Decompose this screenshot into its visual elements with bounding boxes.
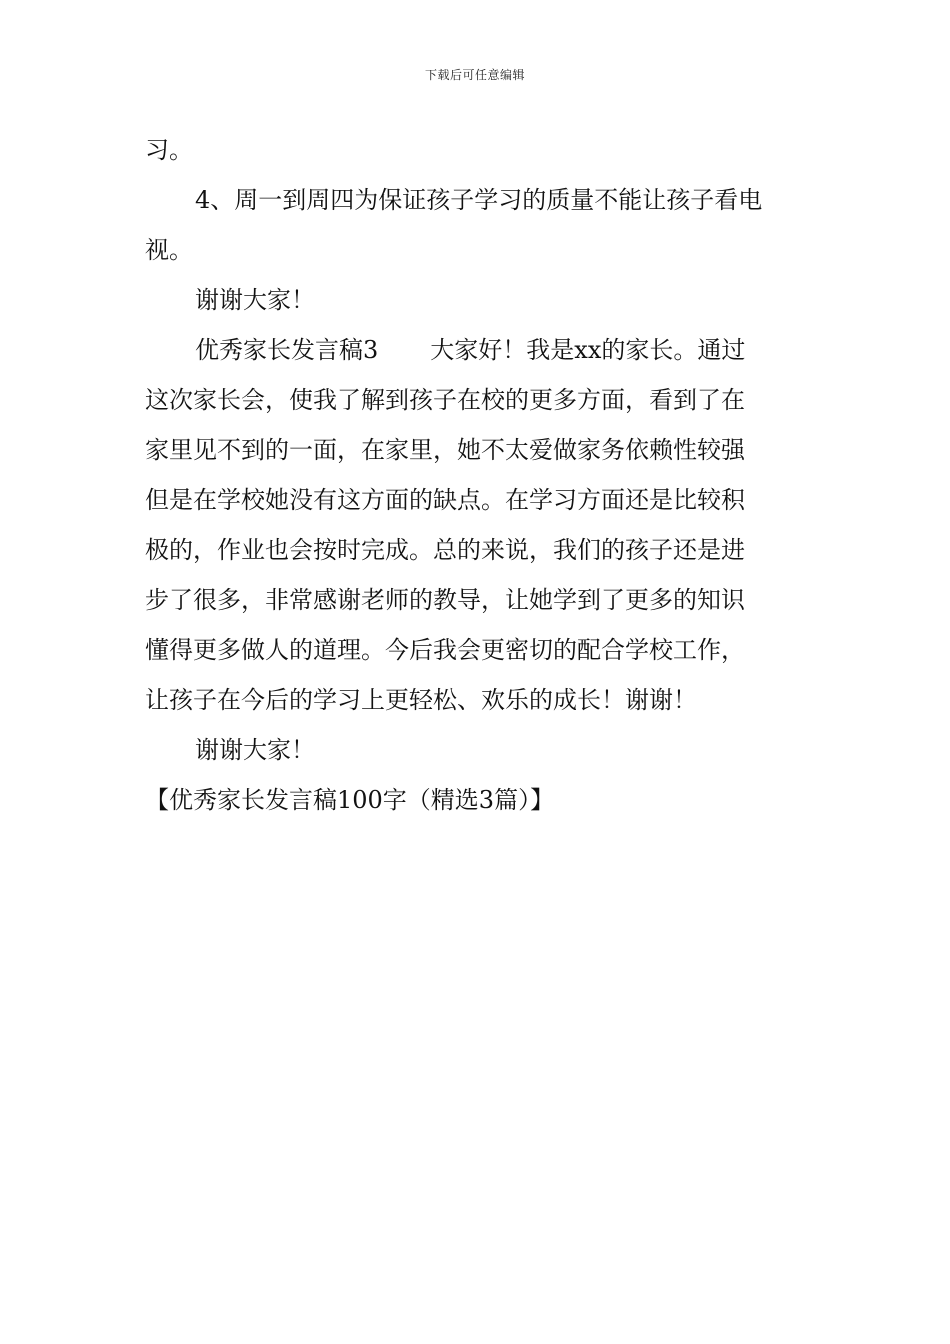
paragraph-line: 让孩子在今后的学习上更轻松、欢乐的成长！谢谢！ <box>145 686 697 714</box>
paragraph-line: 4、周一到周四为保证孩子学习的质量不能让孩子看电 <box>195 186 763 214</box>
paragraph-line: 家里见不到的一面，在家里，她不太爱做家务依赖性较强 <box>145 436 745 464</box>
speech-3-title: 优秀家长发言稿3 <box>195 336 379 364</box>
speech-3-opening: 大家好！我是xx的家长。通过 <box>430 336 746 364</box>
closing-title: 【优秀家长发言稿100字（精选3篇）】 <box>145 786 555 814</box>
paragraph-line: 习。 <box>145 136 193 164</box>
paragraph-line: 这次家长会，使我了解到孩子在校的更多方面，看到了在 <box>145 386 745 414</box>
paragraph-line: 懂得更多做人的道理。今后我会更密切的配合学校工作， <box>145 636 745 664</box>
speech-3-first-line <box>145 325 807 375</box>
paragraph-line: 谢谢大家！ <box>195 286 315 314</box>
paragraph-line: 但是在学校她没有这方面的缺点。在学习方面还是比较积 <box>145 486 745 514</box>
paragraph-line: 视。 <box>145 236 193 264</box>
document-body <box>145 125 807 825</box>
paragraph-line: 极的，作业也会按时完成。总的来说，我们的孩子还是进 <box>145 536 745 564</box>
paragraph-line: 谢谢大家！ <box>195 736 315 764</box>
page-header: 下载后可任意编辑 <box>424 68 525 82</box>
paragraph-line: 步了很多，非常感谢老师的教导，让她学到了更多的知识 <box>145 586 745 614</box>
